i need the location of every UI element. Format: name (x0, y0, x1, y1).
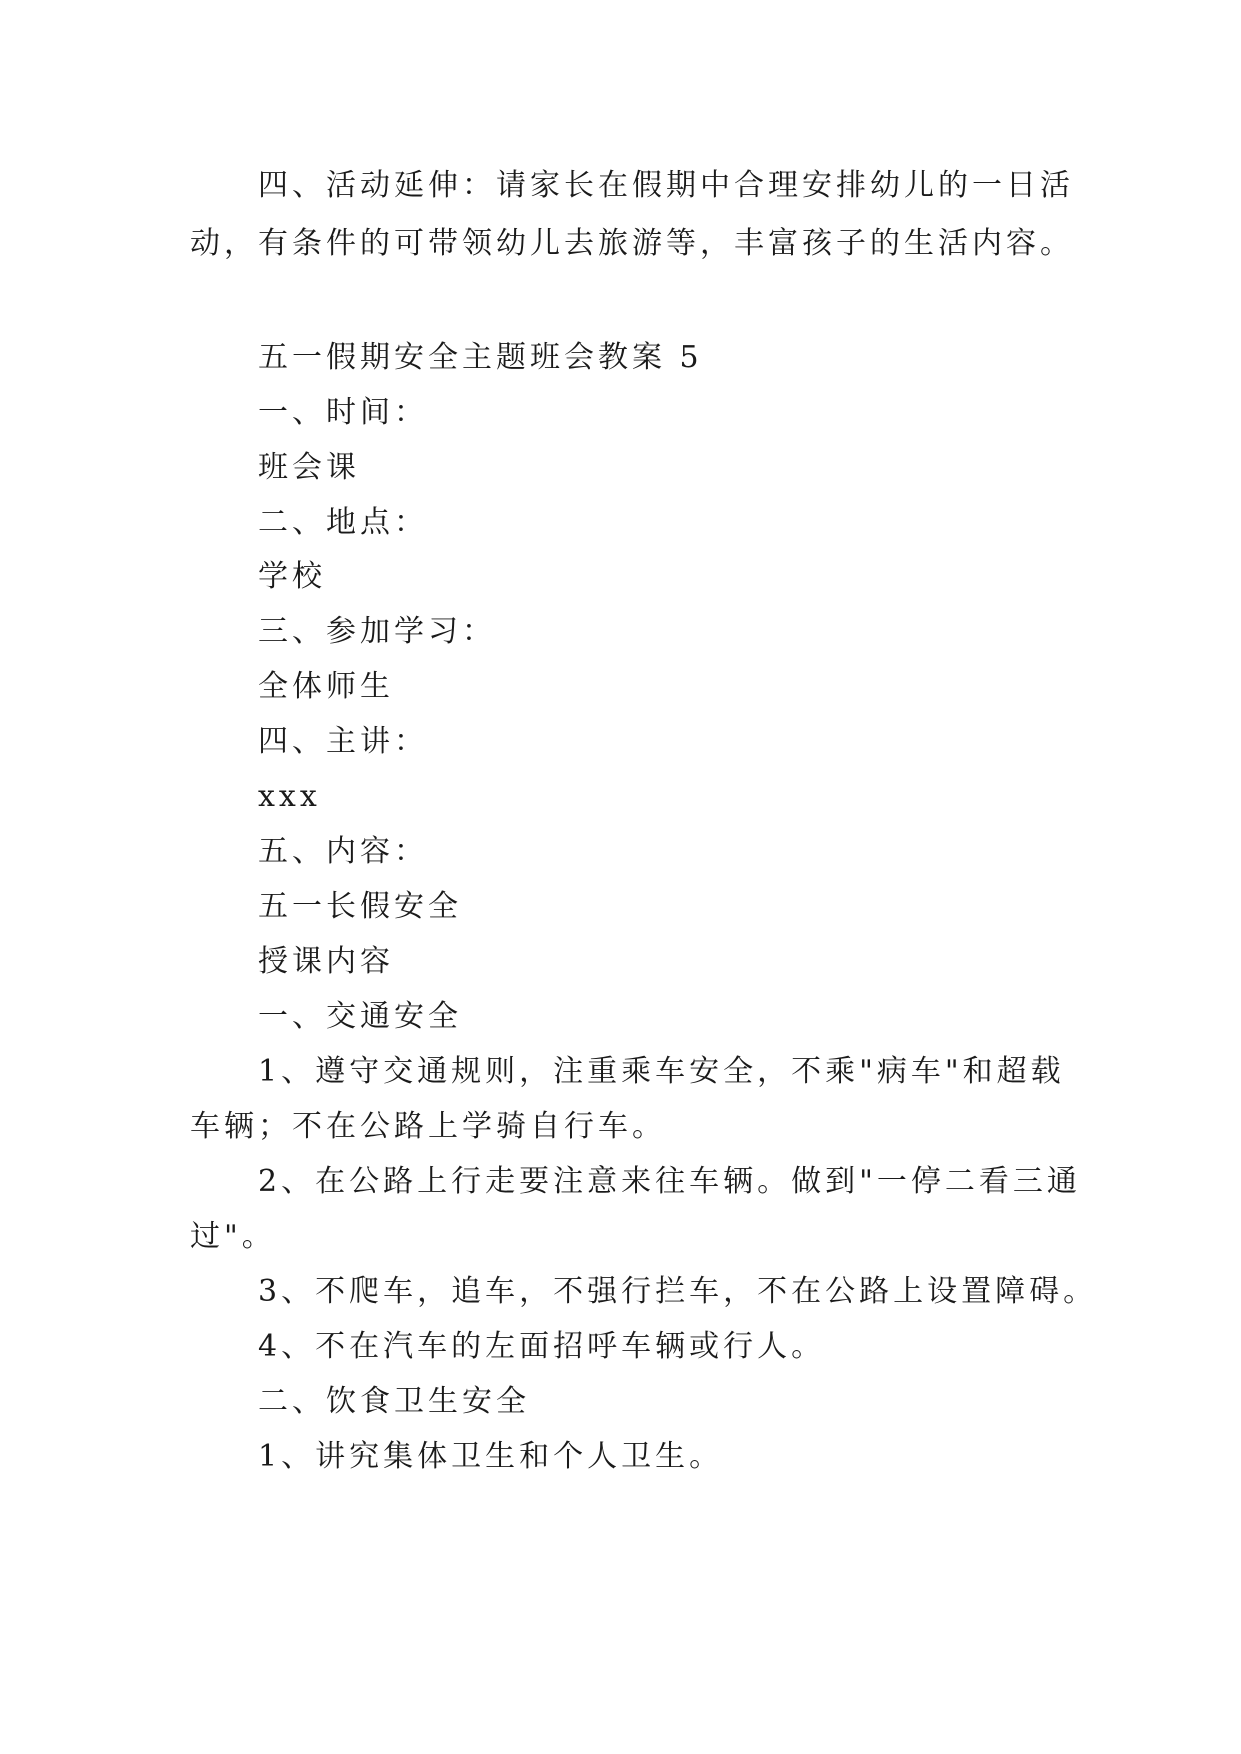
value-content: 五一长假安全 (258, 889, 462, 924)
heading-speaker: 四、主讲： (258, 724, 428, 759)
heading-traffic-safety: 一、交通安全 (258, 999, 462, 1034)
traffic-item-4: 4、不在汽车的左面招呼车辆或行人。 (258, 1329, 826, 1364)
traffic-item-1-line-2: 车辆；不在公路上学骑自行车。 (190, 1109, 666, 1144)
section-title: 五一假期安全主题班会教案 5 (258, 340, 703, 375)
heading-food-safety: 二、饮食卫生安全 (258, 1384, 530, 1419)
traffic-item-2-line-1: 2、在公路上行走要注意来往车辆。做到"一停二看三通 (258, 1164, 1081, 1199)
value-speaker: xxx (258, 779, 321, 814)
heading-location: 二、地点： (258, 505, 428, 540)
paragraph-activity-extension-line-1: 四、活动延伸：请家长在假期中合理安排幼儿的一日活 (258, 168, 1074, 203)
value-participants: 全体师生 (258, 669, 394, 704)
traffic-item-3: 3、不爬车，追车，不强行拦车，不在公路上设置障碍。 (258, 1274, 1098, 1309)
value-location: 学校 (258, 559, 326, 594)
value-time: 班会课 (258, 450, 360, 485)
heading-lesson-content: 授课内容 (258, 944, 394, 979)
traffic-item-1-line-1: 1、遵守交通规则，注重乘车安全，不乘"病车"和超载 (258, 1054, 1065, 1089)
heading-content: 五、内容： (258, 834, 428, 869)
traffic-item-2-line-2: 过"。 (190, 1219, 276, 1254)
paragraph-activity-extension-line-2: 动，有条件的可带领幼儿去旅游等，丰富孩子的生活内容。 (190, 226, 1074, 261)
heading-participants: 三、参加学习： (258, 614, 496, 649)
food-item-1: 1、讲究集体卫生和个人卫生。 (258, 1439, 724, 1474)
heading-time: 一、时间： (258, 395, 428, 430)
